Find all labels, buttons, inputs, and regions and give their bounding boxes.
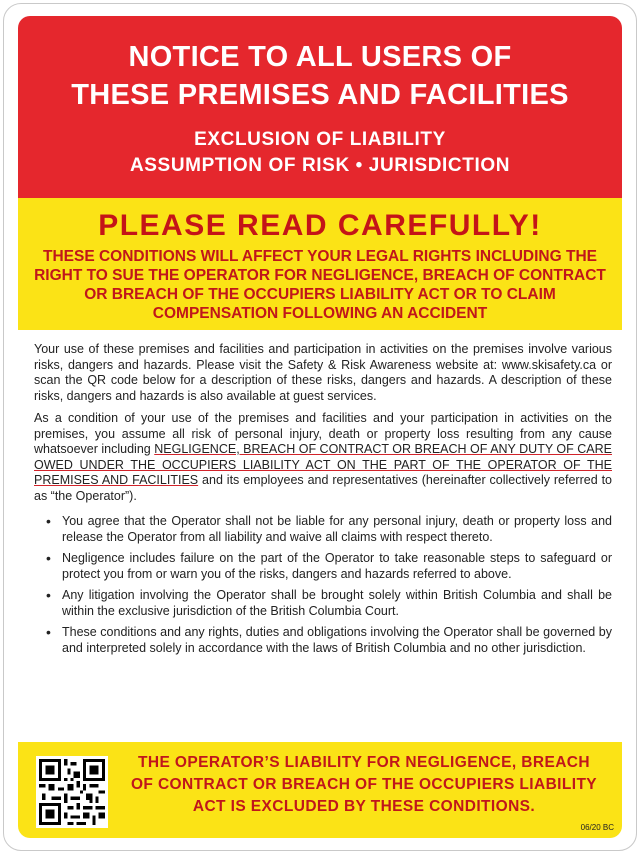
excluded-line-1: THE OPERATOR’S LIABILITY FOR NEGLIGENCE, BREACH <box>138 754 590 771</box>
legal-rights-warning: THESE CONDITIONS WILL AFFECT YOUR LEGAL RIGHTS INCLUDING THE RIGHT TO SUE THE OPERATOR FOR NEGLIGENCE, BREACH OF CONTRACT OR BREACH OF THE OCCUPIERS LIABILITY ACT OR TO CLAIM COMPENSATION FOLLOWING AN ACCIDENT <box>34 248 606 322</box>
qr-code-icon[interactable] <box>36 756 108 828</box>
negligence-highlight: NEGLIGENCE, BREACH OF CONTRACT OR BREACH OF ANY DUTY OF CARE OWED UNDER THE OCCUPIERS LIABILITY ACT ON THE PART OF THE OPERATOR OF THE PREMISES AND FACILITIES <box>34 442 612 487</box>
subtitle <box>18 127 622 179</box>
list-item-text: Any litigation involving the Operator shall be brought solely within British Columbia and shall be within the exclusive jurisdiction of the British Columbia Court. <box>62 588 612 618</box>
subtitle-line-1: EXCLUSION OF LIABILITY <box>194 129 446 150</box>
conditions-list <box>34 514 612 656</box>
please-read-heading: PLEASE READ CAREFULLY! <box>98 209 542 242</box>
excluded-line-3: ACT IS EXCLUDED BY THESE CONDITIONS. <box>192 798 536 815</box>
bullet-icon: • <box>46 624 51 640</box>
assumption-text-end: and its employees and representatives (hereinafter collectively referred to as “the Operator”). <box>34 473 612 503</box>
subtitle-line-2: ASSUMPTION OF RISK • JURISDICTION <box>129 155 511 176</box>
assumption-paragraph <box>34 411 612 504</box>
risk-paragraph: Your use of these premises and facilities and participation in activities on the premises involve various risks, dangers and hazards. Please visit the Safety & Risk Awareness website at: www.skisafety.ca or scan the QR code below for a description of these risks, dangers and hazards. A description of these risks, dangers and hazards is also available at guest services. <box>34 342 612 403</box>
bullet-icon: • <box>46 513 51 529</box>
exclusion-band <box>18 742 622 838</box>
title-line-1: NOTICE TO ALL USERS OF <box>128 41 512 73</box>
list-item <box>46 625 612 656</box>
liability-excluded-statement <box>114 752 614 818</box>
notice-sign <box>3 3 637 851</box>
sign-code: 06/20 BC <box>580 823 614 832</box>
page-title <box>18 16 622 114</box>
list-item <box>46 588 612 619</box>
title-line-2: THESE PREMISES AND FACILITIES <box>71 79 569 111</box>
assumption-text-start: As a condition of your use of the premises and facilities and your participation in activities on the premises, you assume all risk of personal injury, death or property loss resulting from any cause whatsoever including <box>34 411 612 456</box>
list-item-text: These conditions and any rights, duties and obligations involving the Operator shall be governed by and interpreted solely in accordance with the laws of British Columbia and no other jurisdiction. <box>62 625 612 655</box>
bullet-icon: • <box>46 587 51 603</box>
header-band <box>18 16 622 198</box>
list-item-text: Negligence includes failure on the part of the Operator to take reasonable steps to safeguard or protect you from or warn you of the risks, dangers and hazards referred to above. <box>62 551 612 581</box>
list-item <box>46 551 612 582</box>
list-item <box>46 514 612 545</box>
warning-band <box>18 198 622 330</box>
bullet-icon: • <box>46 550 51 566</box>
notice-body <box>34 342 612 662</box>
excluded-line-2: OF CONTRACT OR BREACH OF THE OCCUPIERS LIABILITY <box>130 776 598 793</box>
list-item-text: You agree that the Operator shall not be liable for any personal injury, death or property loss and release the Operator from all liability and waive all claims with respect thereto. <box>62 514 612 544</box>
